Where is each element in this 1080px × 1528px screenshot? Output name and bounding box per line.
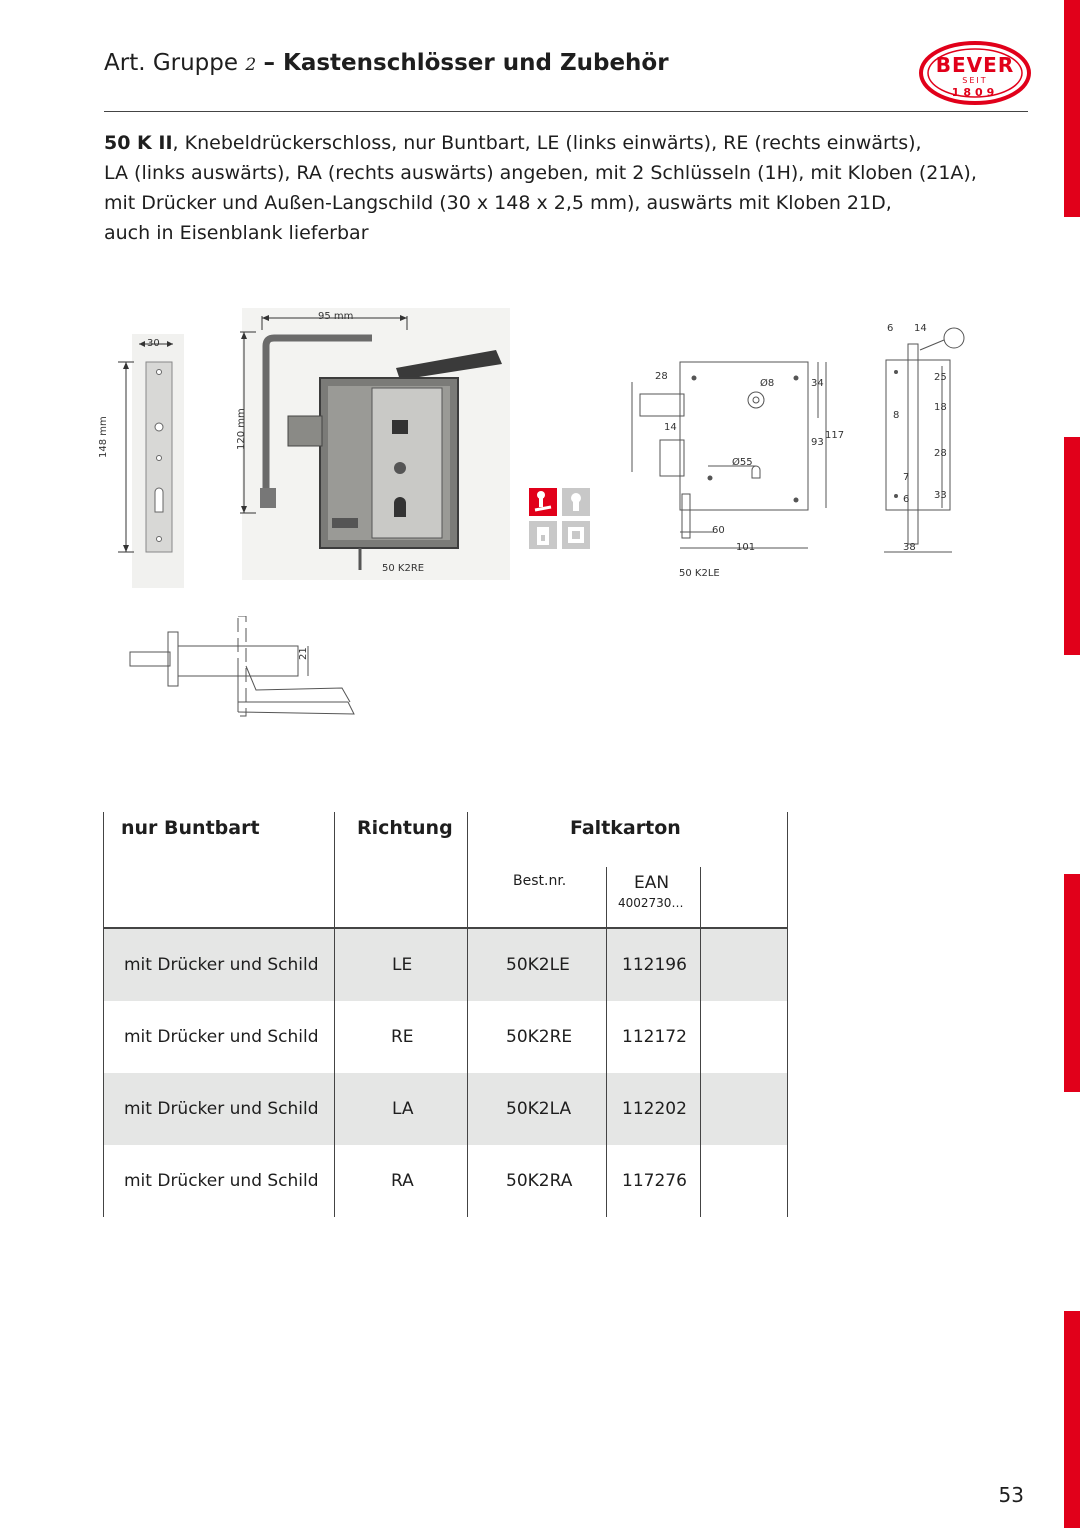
- technical-drawing-side: [874, 320, 974, 560]
- side-dim-6: 6: [887, 323, 894, 334]
- col-direction-header: Richtung: [357, 817, 453, 839]
- side-dim-18: 18: [934, 402, 947, 413]
- table-rule-direction: [467, 812, 468, 1217]
- row-direction: LE: [392, 955, 413, 975]
- group-title: – Kastenschlösser und Zubehör: [263, 50, 669, 76]
- table-rule-type: [334, 812, 335, 1217]
- group-number: 2: [245, 55, 257, 75]
- description-line-3: mit Drücker und Außen-Langschild (30 x 148 x 2,5 mm), auswärts mit Kloben 21D,: [104, 192, 892, 214]
- col-type-header: nur Buntbart: [121, 817, 260, 839]
- side-dim-6b: 6: [903, 494, 910, 505]
- dim-14: 14: [664, 422, 677, 433]
- page-title: [104, 50, 669, 76]
- handle-drawing: [128, 616, 360, 720]
- dim-diameter-55: Ø55: [732, 457, 753, 468]
- keyhole-symbol-glyph: [562, 488, 590, 516]
- row-desc: mit Drücker und Schild: [124, 1027, 319, 1047]
- row-desc: mit Drücker und Schild: [124, 955, 319, 975]
- edge-tab-3: [1064, 874, 1080, 1092]
- side-dim-8: 8: [893, 410, 900, 421]
- row-direction: RA: [391, 1171, 414, 1191]
- row-order-number: 50K2LA: [506, 1099, 572, 1119]
- plate-symbol-glyph: [529, 521, 557, 549]
- table-rule-right: [787, 812, 788, 1217]
- description-line-1: , Knebeldrückerschloss, nur Buntbart, LE (links einwärts), RE (rechts einwärts),: [172, 132, 922, 154]
- handle-symbol-glyph: [529, 488, 557, 516]
- dim-101: 101: [736, 542, 756, 553]
- description-line-4: auch in Eisenblank lieferbar: [104, 222, 369, 244]
- col-carton-header: Faltkarton: [570, 817, 681, 839]
- row-order-number: 50K2RA: [506, 1171, 573, 1191]
- lock-height-label: 120 mm: [236, 408, 247, 450]
- model-name: 50 K II: [104, 132, 173, 154]
- table-rule-ean: [700, 867, 701, 1217]
- dim-60: 60: [712, 525, 725, 536]
- row-ean: 112196: [622, 955, 687, 975]
- side-dim-33: 33: [934, 490, 947, 501]
- logo-brand: BEVER: [935, 53, 1015, 77]
- handle-dim-21: 21: [298, 647, 309, 660]
- side-dim-28: 28: [934, 448, 947, 459]
- side-dim-38: 38: [903, 542, 916, 553]
- edge-tab-1: [1064, 0, 1080, 217]
- row-direction: RE: [391, 1027, 414, 1047]
- plate-width-label: 30: [147, 338, 160, 349]
- description-line-2: LA (links auswärts), RA (rechts auswärts) angeben, mit 2 Schlüsseln (1H), mit Kloben (21A),: [104, 162, 977, 184]
- product-description: [104, 128, 1004, 248]
- edge-tab-2: [1064, 437, 1080, 655]
- dim-diameter-8: Ø8: [760, 378, 775, 389]
- row-direction: LA: [392, 1099, 414, 1119]
- row-ean: 112202: [622, 1099, 687, 1119]
- escutcheon-plate-figure: [108, 332, 184, 588]
- page-number: 53: [998, 1483, 1024, 1507]
- table-rule-order: [606, 867, 607, 1217]
- lock-width-label: 95 mm: [318, 311, 354, 322]
- row-desc: mit Drücker und Schild: [124, 1171, 319, 1191]
- dim-34: 34: [811, 378, 824, 389]
- row-desc: mit Drücker und Schild: [124, 1099, 319, 1119]
- dim-117: 117: [825, 430, 845, 441]
- logo-year: 1809: [951, 86, 999, 99]
- edge-tab-4: [1064, 1311, 1080, 1528]
- side-dim-14: 14: [914, 323, 927, 334]
- col-ean-prefix: 4002730…: [618, 896, 684, 910]
- side-dim-25: 25: [934, 372, 947, 383]
- drawing-caption: 50 K2LE: [679, 568, 720, 579]
- square-symbol-glyph: [562, 521, 590, 549]
- table-row: [104, 1001, 787, 1073]
- row-order-number: 50K2RE: [506, 1027, 573, 1047]
- lock-caption: 50 K2RE: [382, 563, 425, 574]
- row-ean: 117276: [622, 1171, 687, 1191]
- row-ean: 112172: [622, 1027, 687, 1047]
- row-order-number: 50K2LE: [506, 955, 570, 975]
- bever-logo: [918, 40, 1032, 106]
- group-prefix: Art. Gruppe: [104, 50, 239, 76]
- table-row: [104, 929, 787, 1001]
- lock-figure: [232, 308, 510, 580]
- dim-93: 93: [811, 437, 824, 448]
- plate-height-label: 148 mm: [98, 416, 109, 458]
- table-row: [104, 1073, 787, 1145]
- side-dim-7: 7: [903, 472, 910, 483]
- logo-since: SEIT: [962, 76, 988, 85]
- col-ean-subheader: EAN: [634, 873, 670, 893]
- table-row: [104, 1145, 787, 1217]
- col-order-subheader: Best.nr.: [513, 873, 567, 889]
- table-rule-left: [103, 812, 104, 1217]
- dim-28: 28: [655, 371, 668, 382]
- header-divider: [104, 111, 1028, 112]
